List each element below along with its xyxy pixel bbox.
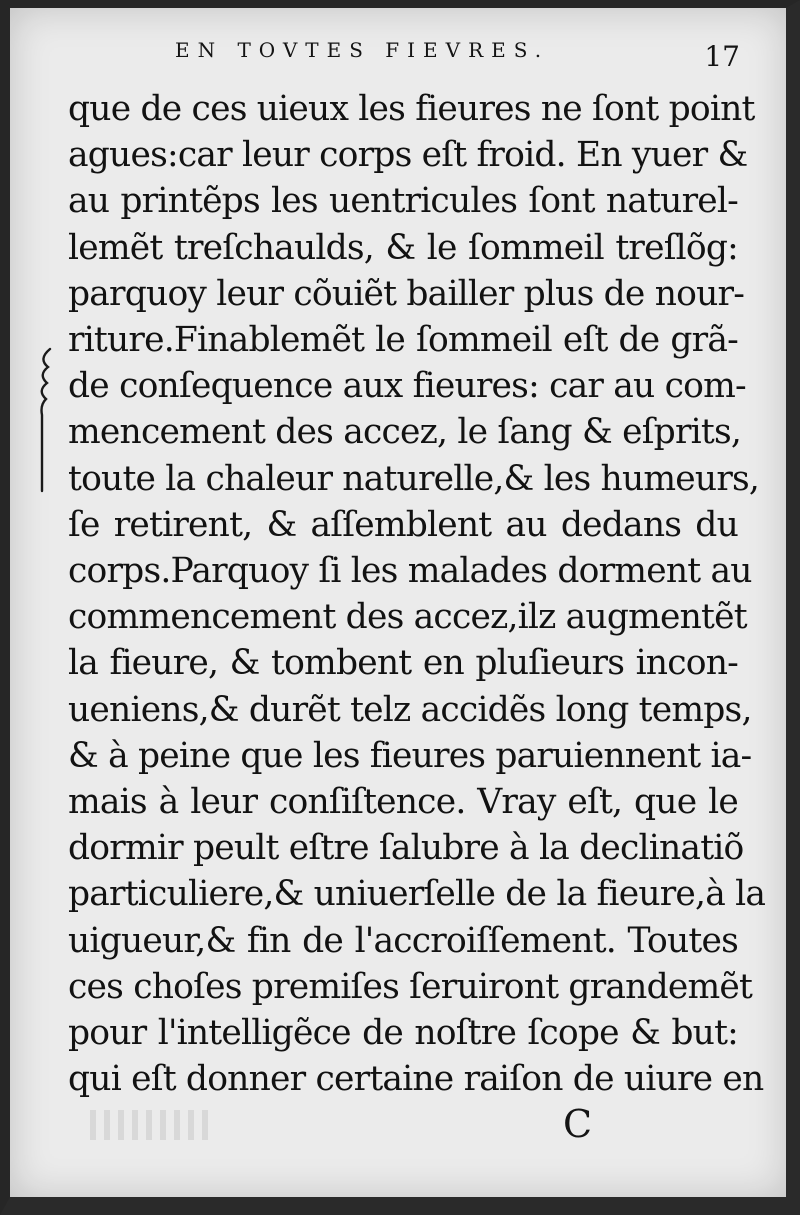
text-line: agues:car leur corps eſt froid. En yuer & (68, 135, 748, 176)
text-line: & à peine que les fieures paruiennent ia- (68, 735, 752, 776)
text-line: ueniens,& durẽt telz accidẽs long temps, (68, 689, 752, 730)
text-line: pour l'intelligẽce de noſtre ſcope & but: (68, 1013, 738, 1054)
text-line: riture.Finablemẽt le ſommeil eſt de grã- (68, 320, 738, 361)
ink-show-through (90, 1110, 210, 1140)
body-text (68, 86, 766, 1102)
text-line: de conſequence aux fieures: car au com- (68, 366, 746, 407)
text-line: ſe retirent, & aſſemblent au dedans du (68, 504, 738, 545)
text-line: au printẽps les uentricules ſont naturel- (68, 181, 738, 222)
text-line: la fieure, & tombent en pluſieurs incon- (68, 643, 738, 684)
signature-mark: C (563, 1102, 593, 1146)
marginal-bracket-mark (30, 345, 60, 495)
text-line: que de ces uieux les fieures ne ſont point (68, 89, 755, 129)
text-line: parquoy leur cõuiẽt bailler plus de nour- (68, 273, 745, 314)
text-line: corps.Parquoy ſi les malades dorment au (68, 551, 752, 592)
text-line: mais à leur conſiſtence. Vray eſt, que le (68, 782, 738, 823)
text-line: particuliere,& uniuerſelle de la fieure,à la (68, 874, 766, 915)
text-line: commencement des accez,ilz augmentẽt (68, 597, 747, 638)
text-line: qui eſt donner certaine raiſon de uiure en (68, 1059, 764, 1100)
text-line: uigueur,& fin de l'accroiſſement. Toutes (68, 920, 738, 961)
text-line: dormir peult eſtre ſalubre à la declinatiõ (68, 828, 744, 869)
running-head: EN TOVTES FIEVRES. (175, 38, 550, 62)
text-line: lemẽt treſchaulds, & le ſommeil treſlõg: (68, 227, 738, 268)
text-line: toute la chaleur naturelle,& les humeurs, (68, 458, 760, 499)
text-line: mencement des accez, le ſang & eſprits, (68, 412, 742, 453)
page-number: 17 (704, 40, 740, 73)
text-line: ces choſes premiſes ſeruiront grandemẽt (68, 966, 753, 1007)
